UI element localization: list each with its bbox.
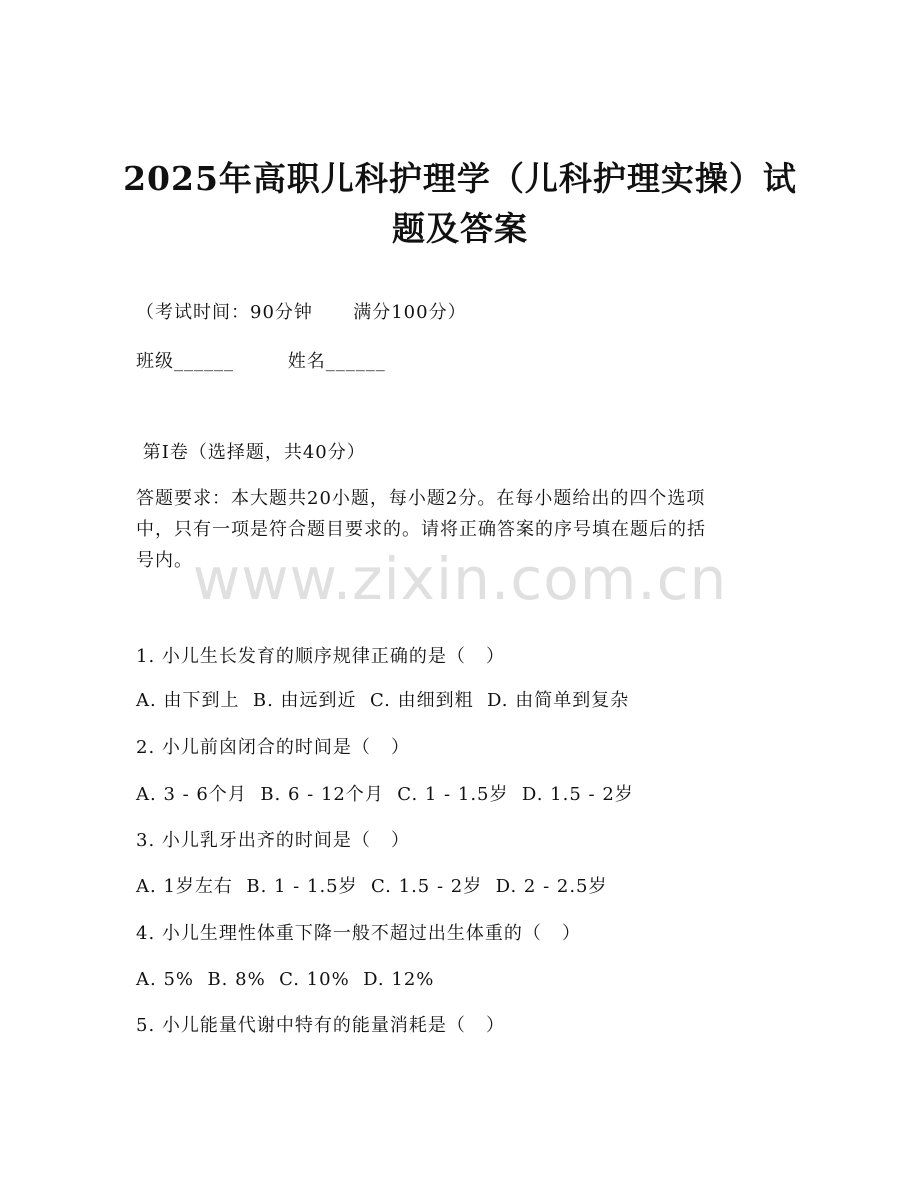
question-5-stem: 5. 小儿能量代谢中特有的能量消耗是（ ） bbox=[136, 1015, 506, 1036]
question-2-options: A. 3 - 6个月 B. 6 - 12个月 C. 1 - 1.5岁 D. 1.5 - 2岁 bbox=[136, 784, 634, 805]
instructions-line-2: 中，只有一项是符合题目要求的。请将正确答案的序号填在题后的括 bbox=[136, 519, 706, 540]
document-title-line-2: 题及答案 bbox=[392, 209, 528, 248]
question-1-stem: 1. 小儿生长发育的顺序规律正确的是（ ） bbox=[136, 646, 506, 667]
section-heading: 第Ⅰ卷（选择题，共40分） bbox=[136, 442, 366, 463]
question-4-options: A. 5% B. 8% C. 10% D. 12% bbox=[136, 969, 435, 990]
question-2-stem: 2. 小儿前囟闭合的时间是（ ） bbox=[136, 737, 411, 758]
question-4-stem: 4. 小儿生理性体重下降一般不超过出生体重的（ ） bbox=[136, 923, 582, 944]
question-3-options: A. 1岁左右 B. 1 - 1.5岁 C. 1.5 - 2岁 D. 2 - 2.5岁 bbox=[136, 876, 608, 897]
instructions-line-1: 答题要求：本大题共20小题，每小题2分。在每小题给出的四个选项 bbox=[136, 488, 706, 509]
document-title-line-1: 2025年高职儿科护理学（儿科护理实操）试 bbox=[123, 159, 797, 198]
class-name-line: 班级______ 姓名______ bbox=[136, 351, 386, 372]
watermark: www.zixin.com.cn bbox=[192, 545, 728, 613]
instructions-line-3: 号内。 bbox=[136, 550, 193, 571]
exam-info: （考试时间：90分钟 满分100分） bbox=[136, 302, 467, 323]
question-1-options: A. 由下到上 B. 由远到近 C. 由细到粗 D. 由简单到复杂 bbox=[136, 690, 630, 711]
question-3-stem: 3. 小儿乳牙出齐的时间是（ ） bbox=[136, 830, 411, 851]
